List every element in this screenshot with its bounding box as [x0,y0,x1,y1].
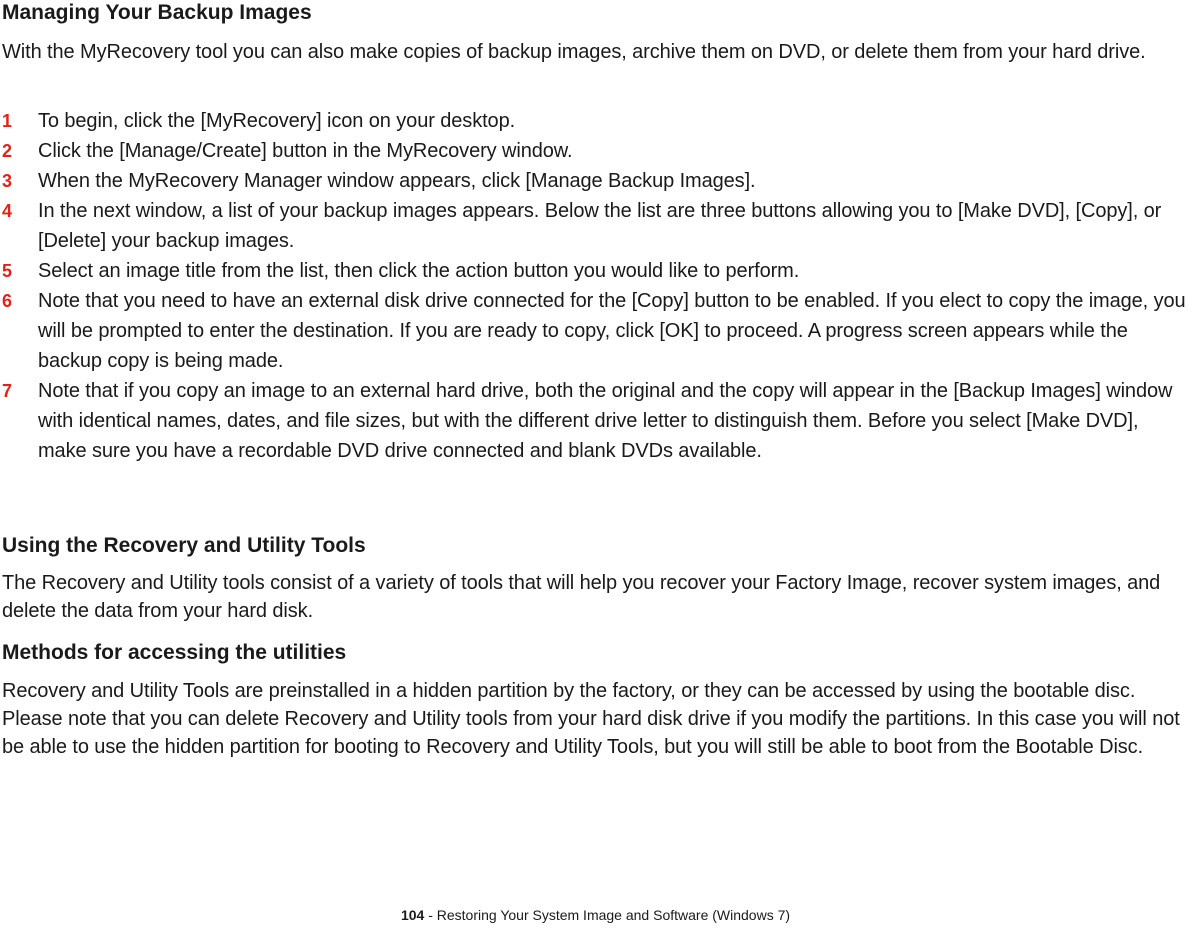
step-number: 7 [2,381,12,401]
step-text: Note that if you copy an image to an external hard drive, both the original and the copy will appear in the [Backup Images] window with identical names, dates, and file sizes, but with the different drive letter to distinguish them. Before you select [Make DVD], make sure you have a recordable DVD drive connected and blank DVDs available. [38,380,1173,462]
step-text: When the MyRecovery Manager window appears, click [Manage Backup Images]. [38,170,756,192]
step-number: 2 [2,141,12,161]
section-intro-paragraph: With the MyRecovery tool you can also make copies of backup images, archive them on DVD, or delete them from your hard drive. [2,41,1146,63]
step-item-5 [0,256,1191,286]
step-text: Select an image title from the list, then click the action button you would like to perform. [38,260,800,282]
section-heading-recovery-utility-tools: Using the Recovery and Utility Tools [2,534,366,557]
step-text: To begin, click the [MyRecovery] icon on your desktop. [38,110,516,132]
step-number: 6 [2,291,12,311]
step-text: Note that you need to have an external disk drive connected for the [Copy] button to be enabled. If you elect to copy the image, you will be prompted to enter the destination. If you are ready to copy, click [OK] to proceed. A progress screen appears while the backup copy is being made. [38,290,1186,372]
step-item-4 [0,196,1191,256]
step-item-6 [0,286,1191,376]
step-number: 4 [2,201,12,221]
step-item-1 [0,106,1191,136]
step-text: In the next window, a list of your backup images appears. Below the list are three buttons allowing you to [Make DVD], [Copy], or [Delete] your backup images. [38,200,1162,252]
footer-separator: - [424,907,437,923]
section-heading-managing-backup-images: Managing Your Backup Images [2,1,312,24]
numbered-step-list [0,106,1191,466]
step-item-3 [0,166,1191,196]
section-heading-accessing-utilities: Methods for accessing the utilities [2,641,347,664]
section-body-paragraph: Recovery and Utility Tools are preinstalled in a hidden partition by the factory, or they can be accessed by using the bootable disc. Please note that you can delete Recovery and Utility tools from your hard disk drive if you modify the partitions. In this case you will not be able to use the hidden partition for booting to Recovery and Utility Tools, but you will still be able to boot from the Bootable Disc. [2,680,1180,758]
step-item-7 [0,376,1191,466]
step-number: 5 [2,261,12,281]
footer-chapter-title: Restoring Your System Image and Software (Windows 7) [436,907,791,923]
step-item-2 [0,136,1191,166]
section-body-paragraph: The Recovery and Utility tools consist of a variety of tools that will help you recover your Factory Image, recover system images, and delete the data from your hard disk. [2,572,1161,622]
page-number: 104 [400,907,425,923]
step-text: Click the [Manage/Create] button in the MyRecovery window. [38,140,573,162]
step-number: 1 [2,111,12,131]
page-footer [0,905,1191,925]
step-number: 3 [2,171,12,191]
